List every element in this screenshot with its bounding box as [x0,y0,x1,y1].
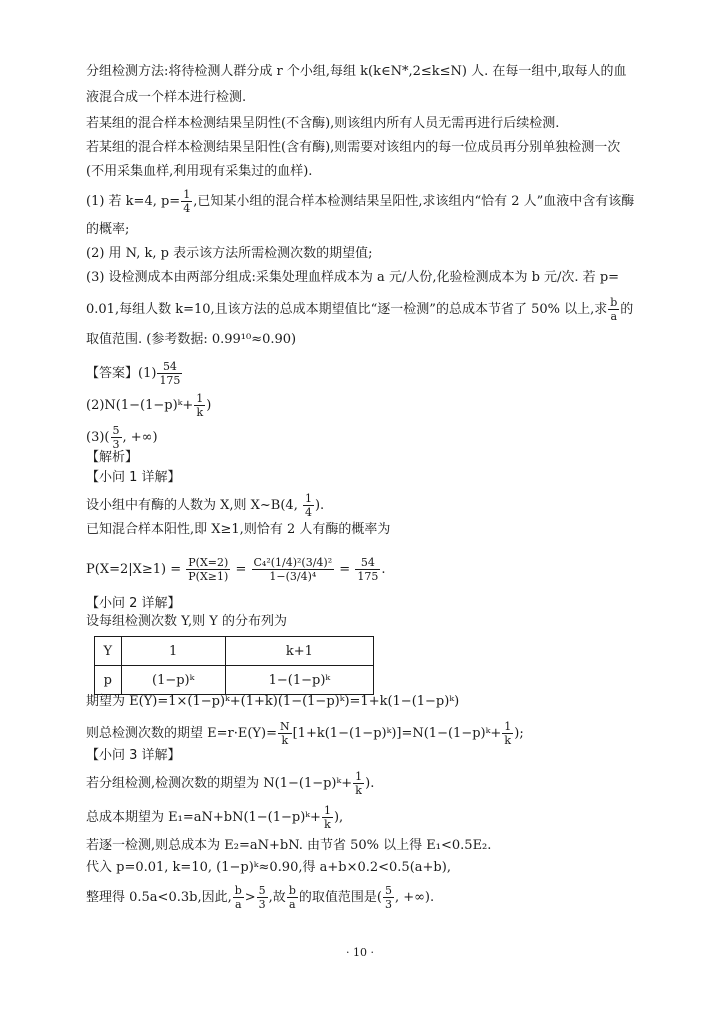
solution-1-text: 设小组中有酶的人数为 X,则 X~B(4, [86,498,302,513]
problem-intro-line1: 分组检测方法:将待检测人群分成 r 个小组,每组 k(k∈N*,2≤k≤N) 人. 在每一组中,取每人的血 [86,64,627,79]
equation-fraction-1 [186,556,230,583]
solution-2-total-expectation [86,720,524,747]
fraction-numerator: b [610,296,618,309]
fraction-denominator: k [196,406,204,419]
analysis-label: 【解析】 [86,450,139,465]
answer-2-fraction [194,392,205,419]
equation-fraction-2 [252,556,335,583]
question-1-line2: 的概率; [86,222,130,237]
table-cell: k+1 [225,637,373,666]
solution-3-line1-fraction [353,770,364,797]
ratio-fraction [287,884,298,911]
total-expectation-fraction-1 [278,720,292,747]
equation-equals: = [235,562,247,577]
question-1-suffix: ,已知某小组的混合样本检测结果呈阳性,求该组内“恰有 2 人”血液中含有该酶 [193,194,635,209]
answer-1-fraction [157,360,182,387]
answer-3-fraction [111,424,122,451]
problem-intro-line2: 液混合成一个样本进行检测. [86,90,247,105]
ratio-fraction [233,884,244,911]
solution-3-line1-suffix: ). [365,776,375,791]
answer-2-suffix: ) [206,398,212,413]
answer-2-prefix: (2)N(1−(1−p)ᵏ+ [86,398,194,413]
fraction-denominator: 3 [258,898,266,911]
fraction-numerator: 1 [323,804,331,817]
question-3-suffix: 的 [620,302,634,317]
fraction-denominator: k [324,818,331,831]
fraction-numerator: P(X=2) [188,556,229,569]
fraction-numerator: N [279,720,290,733]
fraction-numerator: 1 [183,188,191,201]
table-cell: p [95,666,122,695]
problem-positive-rule-line2: (不用采集血样,利用现有采集过的血样). [86,164,313,179]
equation-lhs: P(X=2|X≥1) = [86,562,182,577]
fraction-denominator: 3 [112,438,120,451]
question-1-p-fraction [181,188,192,215]
solution-1-equation [86,556,385,583]
fraction-denominator: 4 [183,202,191,215]
solution-3-line5 [86,884,434,911]
fraction-numerator: 1 [304,492,312,505]
solution-3-line5-suffix: , +∞). [394,890,435,905]
solution-3-line1-prefix: 若分组检测,检测次数的期望为 N(1−(1−p)ᵏ+ [86,776,353,791]
total-expectation-fraction-2 [502,720,513,747]
fraction-numerator: 54 [355,556,380,570]
table-cell: 1 [121,637,225,666]
fraction-numerator: 5 [384,884,392,897]
solution-2-line1: 设每组检测次数 Y,则 Y 的分布列为 [86,614,288,629]
solution-3-line5-middle-2: 的取值范围是( [298,890,382,905]
answer-3-suffix: , +∞) [122,430,158,445]
solution-3-line1 [86,770,374,797]
solution-3-line3: 若逐一检测,则总成本为 E₂=aN+bN. 由节省 50% 以上得 E₁<0.5E₂. [86,838,492,853]
fraction-numerator: 5 [258,884,266,897]
question-3-line1: (3) 设检测成本由两部分组成:采集处理血样成本为 a 元/人份,化验检测成本为 b 元/次. 若 p= [86,270,620,285]
table-cell: Y [95,637,122,666]
distribution-table [94,636,374,695]
solution-1-text-end: ). [314,498,325,513]
table-cell: 1−(1−p)ᵏ [225,666,373,695]
fraction-numerator: 1 [355,770,363,783]
answer-3-line [86,424,158,451]
total-expectation-suffix: ); [514,726,524,741]
solution-3-line5-middle: ,故 [268,890,286,905]
question-3-line3: 取值范围. (参考数据: 0.99¹⁰≈0.90) [86,332,297,347]
table-row [95,666,374,695]
equation-fraction-3 [355,556,380,583]
solution-3-line4: 代入 p=0.01, k=10, (1−p)ᵏ≈0.90,得 a+b×0.2<0.5(a+b), [86,860,451,875]
fraction-denominator: 175 [357,570,379,583]
solution-3-line2-suffix: ), [333,810,344,825]
fraction-numerator: 1 [504,720,512,733]
equation-equals-2: = [339,562,351,577]
question-3-prefix: 0.01,每组人数 k=10,且该方法的总成本期望值比“逐一检测”的总成本节省了 50% 以上,求 [86,302,608,317]
answer-2-line [86,392,211,419]
fraction-denominator: k [355,784,362,797]
fraction-numerator: b [234,884,242,897]
fraction-numerator: 5 [112,424,120,437]
question-3-line2 [86,296,633,323]
fraction-numerator: b [288,884,296,897]
answer-1-line [86,360,183,387]
total-expectation-middle: [1+k(1−(1−p)ᵏ)]=N(1−(1−p)ᵏ+ [292,726,502,741]
problem-negative-rule: 若某组的混合样本检测结果呈阴性(不含酶),则该组内所有人员无需再进行后续检测. [86,116,560,131]
table-row [95,637,374,666]
solution-3-line2 [86,804,343,831]
fraction-denominator: 175 [159,374,181,387]
fraction-numerator: 1 [196,392,204,405]
fraction-denominator: k [504,734,512,747]
solution-3-line2-prefix: 总成本期望为 E₁=aN+bN(1−(1−p)ᵏ+ [86,810,321,825]
question-3-ratio-fraction [608,296,619,323]
fraction-denominator: a [234,898,242,911]
solution-2-expectation: 期望为 E(Y)=1×(1−p)ᵏ+(1+k)(1−(1−p)ᵏ)=1+k(1−(1−p)ᵏ) [86,694,460,709]
greater-than: > [244,890,256,905]
answer-label: 【答案】 [86,366,139,381]
table-cell: (1−p)ᵏ [121,666,225,695]
fraction-denominator: a [610,310,618,323]
fraction-denominator: 3 [384,898,392,911]
solution-3-line5-prefix: 整理得 0.5a<0.3b,因此, [86,890,232,905]
fraction-denominator: 4 [304,506,312,519]
sub-question-1-title: 【小问 1 详解】 [86,470,181,485]
question-2: (2) 用 N, k, p 表示该方法所需检测次数的期望值; [86,246,373,261]
sub-question-3-title: 【小问 3 详解】 [86,748,181,763]
question-1-line1 [86,188,634,215]
fraction-denominator: 1−(3/4)⁴ [269,570,317,583]
bound-fraction [383,884,394,911]
sub-question-2-title: 【小问 2 详解】 [86,596,181,611]
fraction-denominator: a [289,898,296,911]
bound-fraction [257,884,268,911]
equation-period: . [381,562,386,577]
fraction-numerator: C₄²(1/4)²(3/4)² [253,556,333,569]
page-number: · 10 · [346,946,374,959]
fraction-denominator: k [281,734,289,747]
fraction-numerator: 54 [157,360,182,374]
solution-1-line1 [86,492,324,519]
total-expectation-prefix: 则总检测次数的期望 E=r·E(Y)= [86,726,277,741]
answer-1-prefix: (1) [138,366,157,381]
solution-3-line2-fraction [322,804,333,831]
solution-1-line2: 已知混合样本阳性,即 X≥1,则恰有 2 人有酶的概率为 [86,522,391,537]
answer-3-prefix: (3)( [86,430,110,445]
solution-1-binomial-p [303,492,314,519]
question-1-prefix: (1) 若 k=4, p= [86,194,181,209]
fraction-denominator: P(X≥1) [188,570,229,583]
problem-positive-rule-line1: 若某组的混合样本检测结果呈阳性(含有酶),则需要对该组内的每一位成员再分别单独检测一次 [86,140,621,155]
